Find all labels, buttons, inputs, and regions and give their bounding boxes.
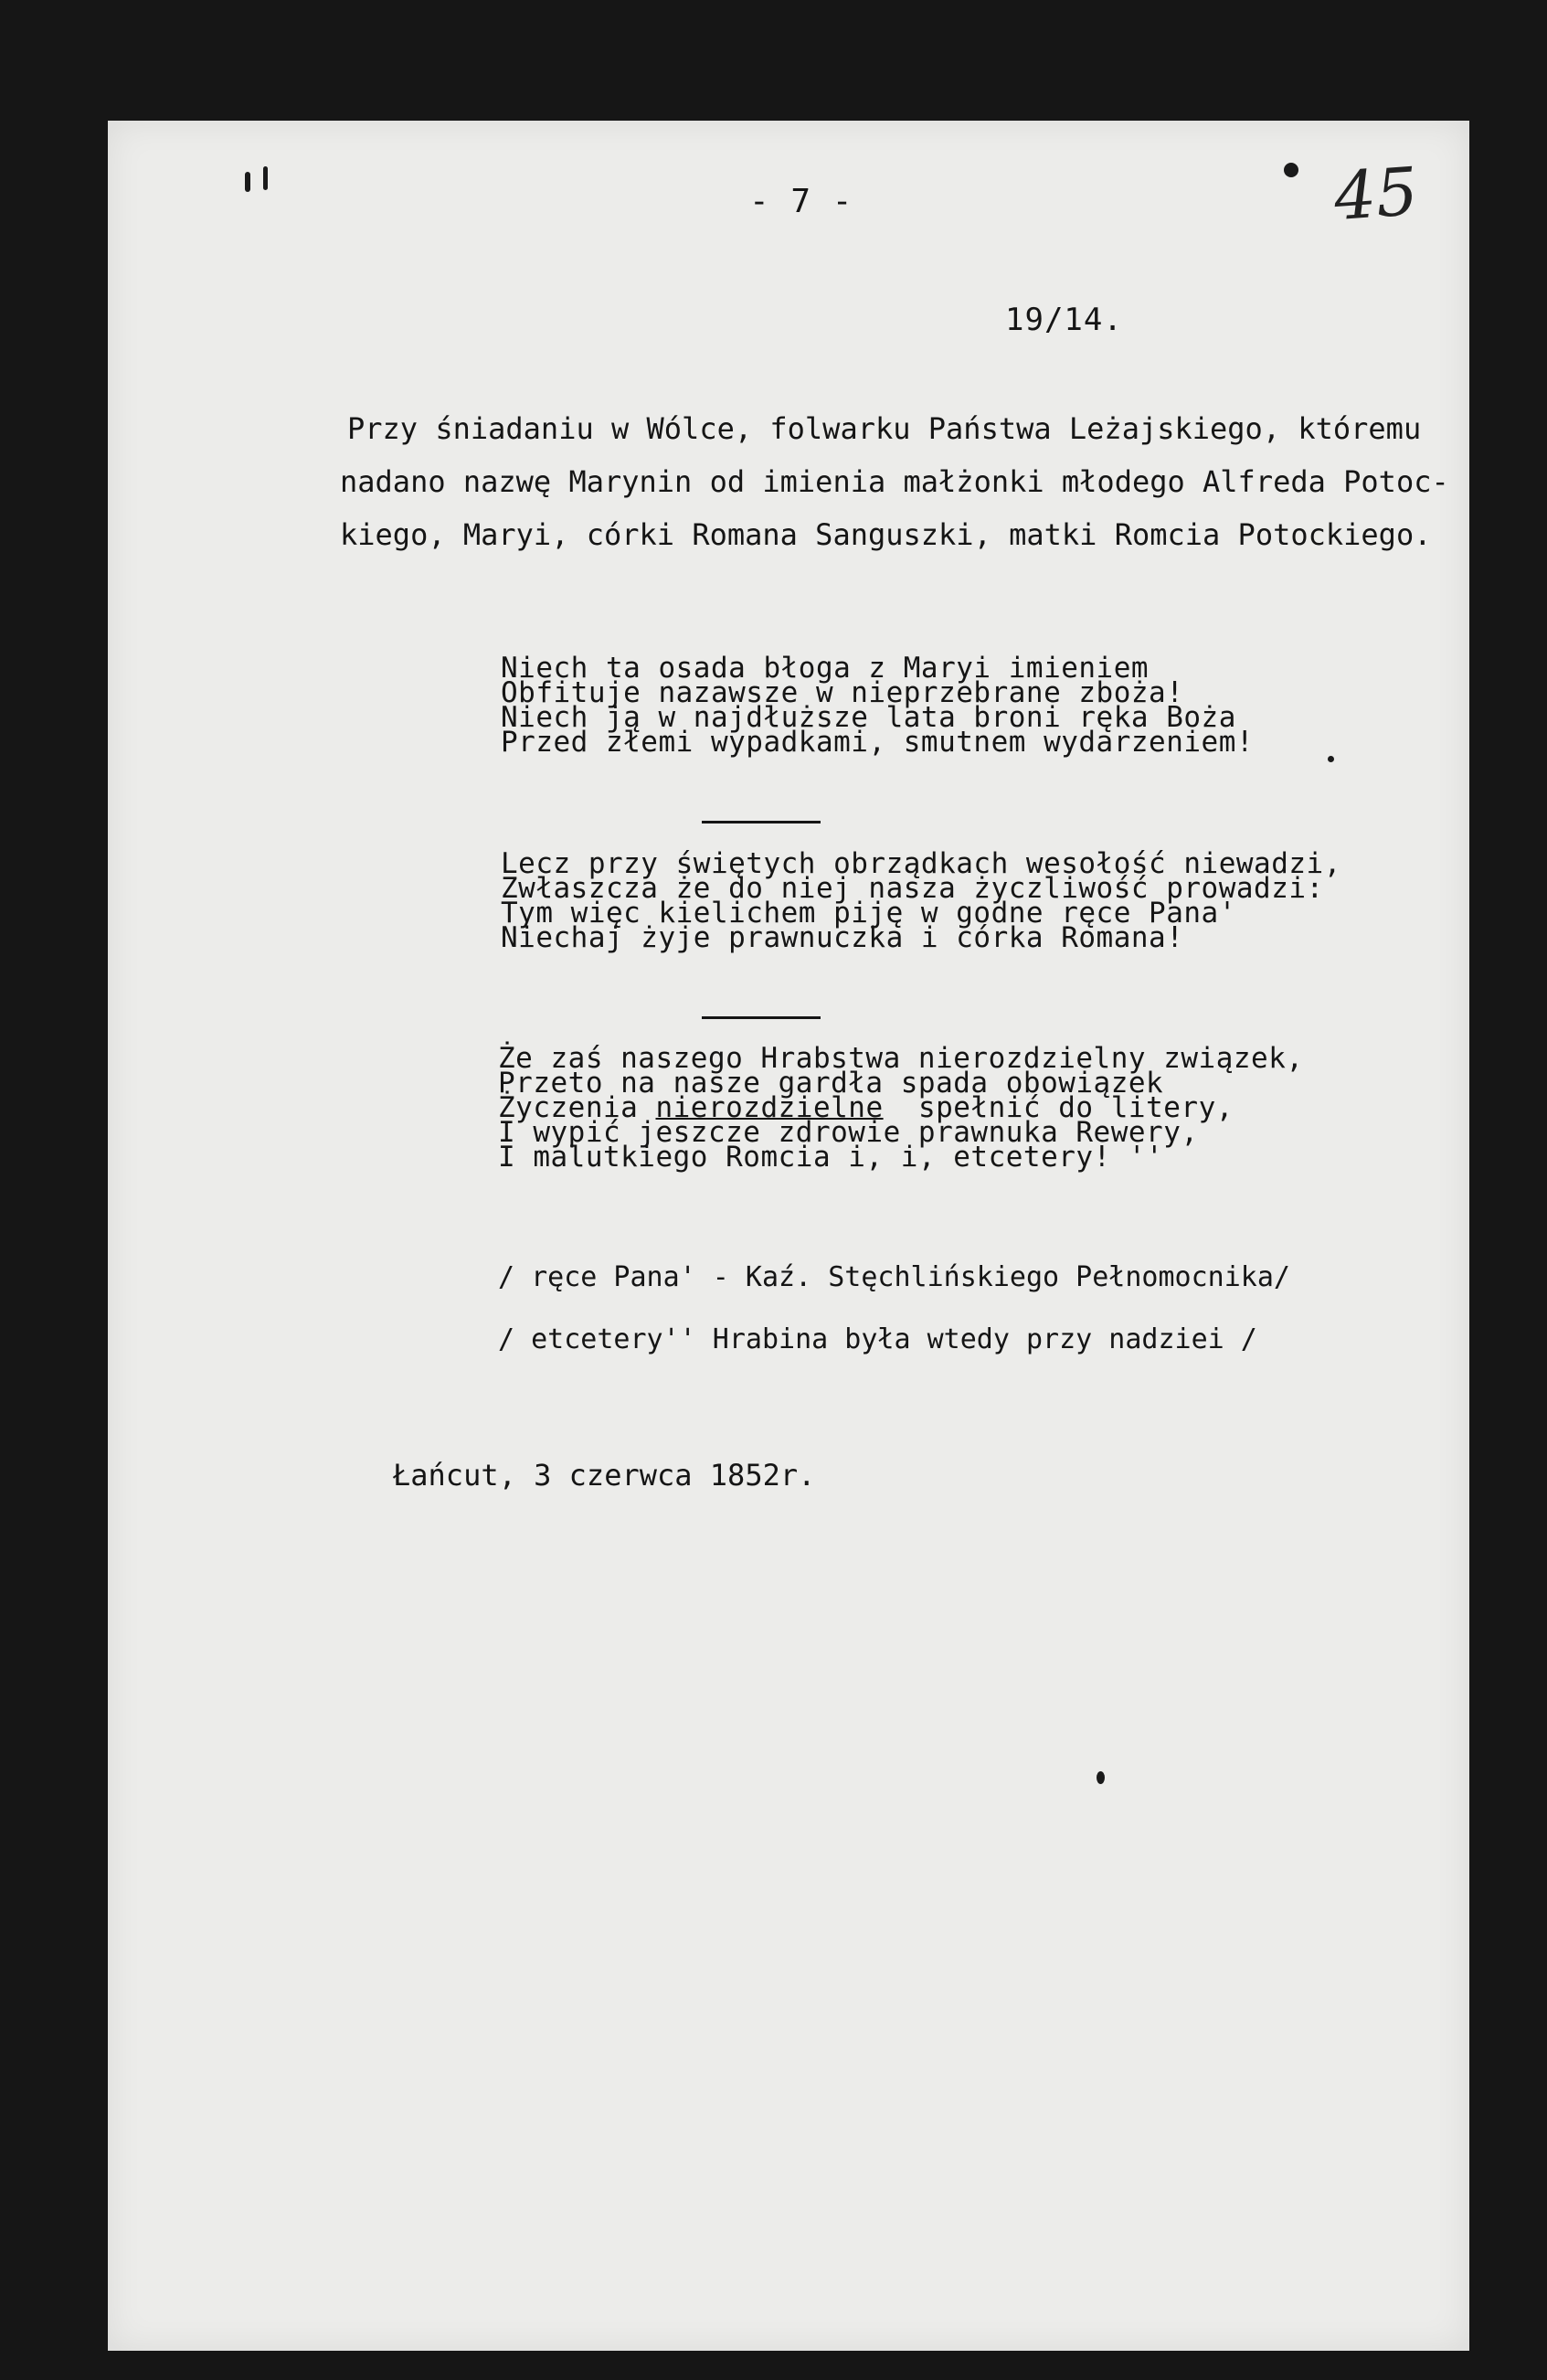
poem-line-end: spełnić do litery, xyxy=(883,1091,1234,1124)
poem-stanza-3 xyxy=(498,1042,1304,1174)
underlined-word: nierozdzielne xyxy=(655,1091,884,1124)
poem-line: Że zaś naszego Hrabstwa nierozdzielny związek, xyxy=(498,1042,1304,1075)
stanza-divider xyxy=(702,821,821,823)
poem-line-start: Życzenia xyxy=(498,1091,656,1124)
poem-line: Przeto na nasze gardła spada obowiązek xyxy=(498,1067,1164,1100)
intro-line: nadano nazwę Marynin od imienia małżonki młodego Alfreda Potoc- xyxy=(340,464,1449,499)
page-speck xyxy=(1097,1771,1105,1784)
page-speck xyxy=(263,166,268,190)
handwritten-folio-number: 45 xyxy=(1331,152,1421,236)
stanza-divider xyxy=(702,1016,821,1019)
poem-line: Tym więc kielichem piję w godne ręce Pana' xyxy=(501,897,1236,930)
place-and-date: Łańcut, 3 czerwca 1852r. xyxy=(393,1458,816,1493)
poem-line: I wypić jeszcze zdrowie prawnuka Rewery, xyxy=(498,1116,1199,1149)
footnote: / ręce Pana' - Kaź. Stęchlińskiego Pełnomocnika/ xyxy=(498,1261,1290,1293)
footnote: / etcetery'' Hrabina była wtedy przy nadziei / xyxy=(498,1323,1257,1355)
document-number: 19/14. xyxy=(1005,302,1123,338)
poem-line: Lecz przy świętych obrządkach wesołość niewadzi, xyxy=(501,847,1341,880)
poem-line: Niech ją w najdłuższe lata broni ręka Boża xyxy=(501,701,1236,734)
intro-paragraph xyxy=(340,402,1449,561)
poem-line: I malutkiego Romcia i, i, etcetery! '' xyxy=(498,1141,1164,1174)
poem-line: Zwłaszcza że do niej nasza życzliwość prowadzi: xyxy=(501,872,1324,905)
intro-line: kiego, Maryi, córki Romana Sanguszki, matki Romcia Potockiego. xyxy=(340,517,1432,552)
poem-line: Przed złemi wypadkami, smutnem wydarzeniem! xyxy=(501,726,1255,759)
page-speck xyxy=(245,172,250,192)
poem-line: Niechaj żyje prawnuczka i córka Romana! xyxy=(501,921,1184,954)
page-number: - 7 - xyxy=(749,183,853,220)
page-speck xyxy=(1328,756,1334,762)
intro-line: Przy śniadaniu w Wólce, folwarku Państwa Leżajskiego, któremu xyxy=(347,411,1422,446)
poem-stanza-1 xyxy=(501,652,1255,759)
poem-stanza-2 xyxy=(501,847,1341,954)
page-speck xyxy=(1284,163,1298,177)
poem-line: Niech ta osada błoga z Maryi imieniem xyxy=(501,652,1150,685)
poem-line: Obfituje nazawsze w nieprzebrane zboża! xyxy=(501,676,1184,709)
